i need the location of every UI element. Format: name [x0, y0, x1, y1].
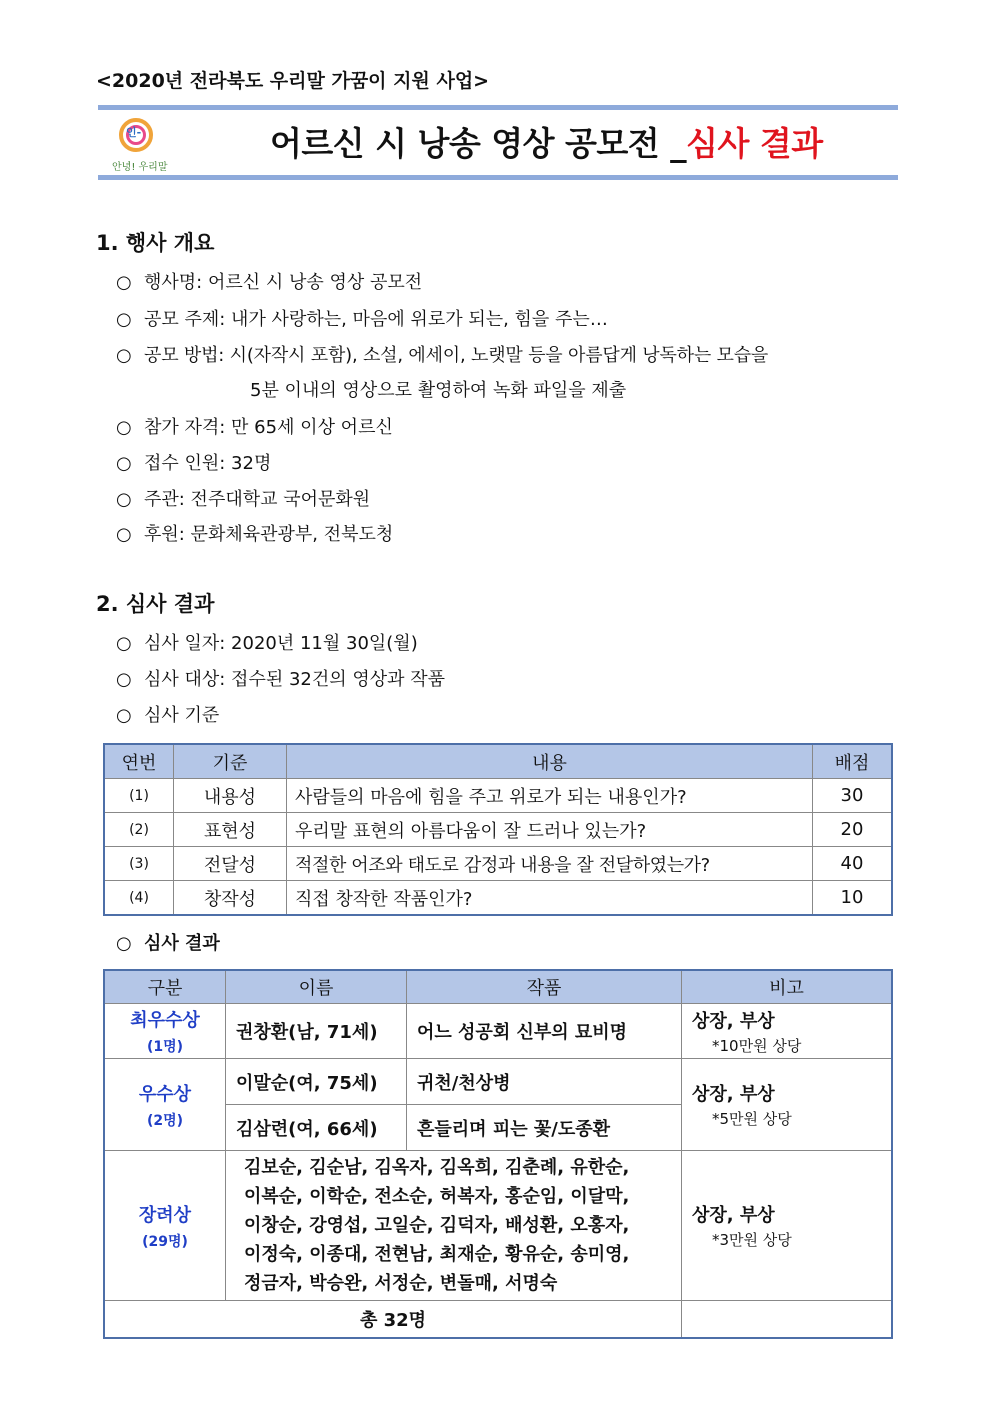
- col-header-note: 비고: [682, 970, 893, 1004]
- table-row: 최우수상 (1명) 권창환(남, 71세) 어느 성공회 신부의 묘비명 상장, 부상 *10만원 상당: [104, 1004, 892, 1059]
- results-table: [103, 969, 893, 1339]
- overview-item: ○ 후원: 문화체육관광부, 전북도청: [116, 524, 394, 545]
- section-1-heading: 1. 행사 개요: [96, 231, 215, 255]
- table-row: 김삼련(여, 66세) 흔들리며 피는 꽃/도종환: [104, 1105, 892, 1151]
- logo: [112, 114, 168, 174]
- col-header-score: 배점: [813, 744, 893, 779]
- bottom-rule: [98, 175, 898, 180]
- col-header-no: 연번: [104, 744, 174, 779]
- top-rule: [98, 105, 898, 110]
- table-row: (4) 창작성 직접 창작한 작품인가? 10: [104, 881, 892, 916]
- col-header-grade: 구분: [104, 970, 226, 1004]
- col-header-work: 작품: [407, 970, 682, 1004]
- grade-cell: 최우수상 (1명): [104, 1004, 226, 1059]
- col-header-content: 내용: [287, 744, 813, 779]
- results-header-row: [104, 970, 892, 1004]
- overview-item: ○ 접수 인원: 32명: [116, 453, 272, 474]
- page-title: [270, 118, 823, 165]
- note-cell: 상장, 부상 *10만원 상당: [682, 1004, 893, 1059]
- overview-item: ○ 공모 주제: 내가 사랑하는, 마음에 위로가 되는, 힘을 주는…: [116, 309, 608, 330]
- grade-cell: 장려상 (29명): [104, 1151, 226, 1301]
- logo-face: 인-: [126, 126, 142, 139]
- total-cell: 총 32명: [104, 1301, 682, 1339]
- table-row: (3) 전달성 적절한 어조와 태도로 감정과 내용을 잘 전달하였는가? 40: [104, 847, 892, 881]
- grade-cell: 우수상 (2명): [104, 1059, 226, 1151]
- overview-item-continued: 5분 이내의 영상으로 촬영하여 녹화 파일을 제출: [250, 380, 627, 401]
- review-item: ○ 심사 대상: 접수된 32건의 영상과 작품: [116, 669, 446, 690]
- col-header-name: 이름: [226, 970, 407, 1004]
- note-cell: 상장, 부상 *3만원 상당: [682, 1151, 893, 1301]
- table-row: [104, 1151, 892, 1301]
- table-row: (1) 내용성 사람들의 마음에 힘을 주고 위로가 되는 내용인가? 30: [104, 779, 892, 813]
- section-2-heading: 2. 심사 결과: [96, 592, 215, 616]
- page-caption: <2020년 전라북도 우리말 가꿈이 지원 사업>: [96, 70, 490, 92]
- title-accent: 심사 결과: [686, 124, 823, 163]
- overview-item: ○ 참가 자격: 만 65세 이상 어르신: [116, 417, 393, 438]
- table-row: (2) 표현성 우리말 표현의 아름다움이 잘 드러나 있는가? 20: [104, 813, 892, 847]
- overview-item: ○ 행사명: 어르신 시 낭송 영상 공모전: [116, 272, 423, 293]
- logo-text: 안녕! 우리말: [112, 162, 168, 173]
- total-row: [104, 1301, 892, 1339]
- review-item: ○ 심사 일자: 2020년 11월 30일(월): [116, 633, 418, 654]
- title-main: 어르신 시 낭송 영상 공모전 _: [270, 124, 687, 163]
- overview-item: ○ 공모 방법: 시(자작시 포함), 소설, 에세이, 노랫말 등을 아름답게 낭독하는 모습을: [116, 345, 769, 366]
- overview-item: ○ 주관: 전주대학교 국어문화원: [116, 489, 371, 510]
- col-header-criterion: 기준: [174, 744, 287, 779]
- criteria-header-row: [104, 744, 892, 779]
- results-label: ○ 심사 결과: [116, 933, 220, 954]
- encouragement-names: 김보순, 김순남, 김옥자, 김옥희, 김춘례, 유한순, 이복순, 이학순, 전소순, 허복자, 홍순임, 이달막, 이창순, 강영섭, 고일순, 김덕자, 배성환, 오홍자, 이정숙, 이종대, 전현남, 최재순, 황유순, 송미영, 정금자, 박승완, 서정순, 변돌매, 서명숙: [226, 1151, 682, 1301]
- review-item: ○ 심사 기준: [116, 705, 220, 726]
- table-row: 우수상 (2명) 이말순(여, 75세) 귀천/천상병 상장, 부상 *5만원 상당: [104, 1059, 892, 1105]
- criteria-table: [103, 743, 893, 916]
- note-cell: 상장, 부상 *5만원 상당: [682, 1059, 893, 1151]
